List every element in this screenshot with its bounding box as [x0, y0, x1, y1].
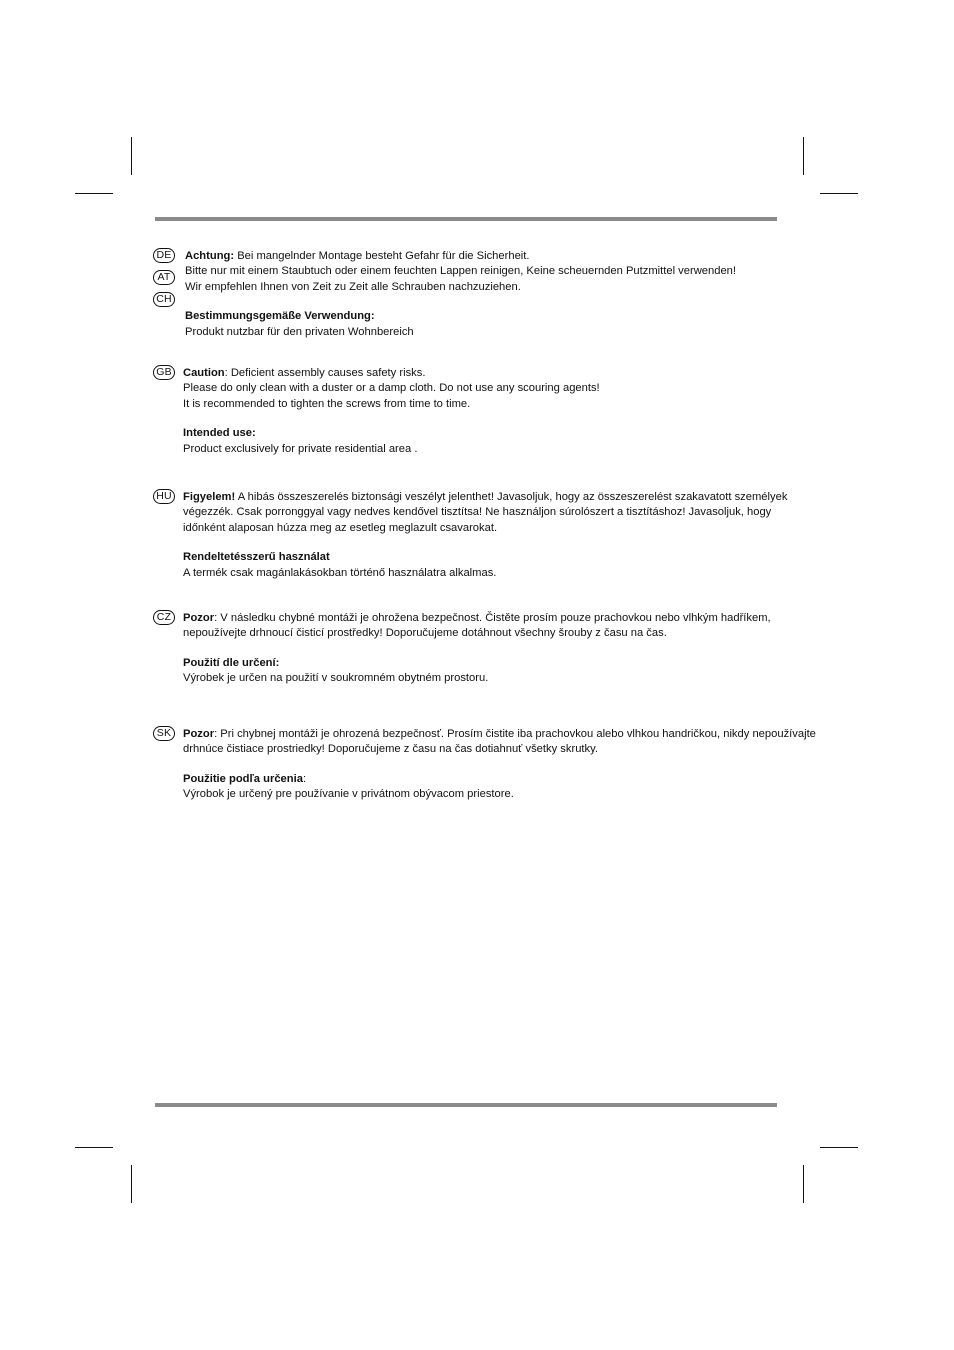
use-title: Intended use: [183, 427, 256, 440]
use-title-line: Použitie podľa určenia: [183, 772, 307, 785]
warning-label: Figyelem! [183, 491, 236, 503]
warning-line: időnként alaposan húzza meg az esetleg meglazult csavarokat. [183, 521, 498, 534]
use-title: Použití dle určení: [183, 656, 280, 669]
crop-mark [131, 137, 132, 175]
use-text: Výrobek je určen na použití v soukromném obytném prostoru. [183, 672, 489, 685]
use-title: Použitie podľa určenia [183, 772, 303, 785]
top-rule [155, 217, 777, 221]
warning-label: Achtung: [185, 250, 235, 262]
language-badge-gb: GB [153, 365, 175, 380]
warning-line: Please do only clean with a duster or a damp cloth. Do not use any scouring agents! [183, 382, 600, 395]
warning-line: Pozor: Pri chybnej montáži je ohrozená bezpečnosť. Prosím čistite iba prachovkou alebo vlhkou handričkou, nikdy nepoužívajte [183, 728, 816, 740]
use-text: A termék csak magánlakásokban történő használatra alkalmas. [183, 566, 497, 579]
language-badge-de: DE [153, 248, 175, 263]
warning-line: Achtung: Bei mangelnder Montage besteht Gefahr für die Sicherheit. [185, 250, 530, 262]
section-text [183, 490, 793, 581]
crop-mark [75, 1147, 113, 1148]
language-badge-cz: CZ [153, 610, 175, 625]
warning-line: Figyelem! A hibás összeszerelés biztonsági veszélyt jelenthet! Javasoljuk, hogy az összeszerelést szakavatott személyek [183, 491, 788, 503]
language-badges [153, 610, 179, 632]
language-badge-sk: SK [153, 726, 175, 741]
language-badges [153, 726, 179, 748]
use-text: Produkt nutzbar für den privaten Wohnbereich [185, 325, 414, 338]
warning-line: Caution: Deficient assembly causes safety risks. [183, 367, 426, 379]
section-text [183, 727, 816, 803]
crop-mark [803, 137, 804, 175]
crop-mark [820, 193, 858, 194]
language-badges [153, 248, 179, 314]
use-title: Rendeltetésszerű használat [183, 551, 330, 564]
crop-mark [803, 1165, 804, 1203]
language-badges [153, 489, 179, 511]
warning-line: It is recommended to tighten the screws from time to time. [183, 397, 471, 410]
use-text: Product exclusively for private residential area . [183, 442, 418, 455]
crop-mark [75, 193, 113, 194]
section-text [183, 366, 793, 457]
warning-line: drhnúce čistiace prostriedky! Doporučujeme z času na čas dotiahnuť všetky skrutky. [183, 743, 599, 756]
section-text [183, 611, 793, 687]
crop-mark [820, 1147, 858, 1148]
use-text: Výrobok je určený pre používanie v privátnom obývacom priestore. [183, 788, 514, 801]
warning-line: Pozor: V následku chybné montáži je ohrožena bezpečnost. Čistěte prosím pouze prachovkou nebo vlhkým hadříkem, [183, 612, 771, 624]
warning-label: Pozor [183, 612, 215, 624]
bottom-rule [155, 1103, 777, 1107]
warning-line: nepoužívejte drhnoucí čisticí prostředky! Doporučujeme dotáhnout všechny šrouby z času na čas. [183, 627, 667, 640]
warning-line: Bitte nur mit einem Staubtuch oder einem feuchten Lappen reinigen, Keine scheuernden Putzmittel verwenden! [185, 265, 737, 278]
language-badge-hu: HU [153, 489, 175, 504]
section-text [185, 249, 793, 340]
crop-mark [131, 1165, 132, 1203]
warning-line: Wir empfehlen Ihnen von Zeit zu Zeit alle Schrauben nachzuziehen. [185, 280, 521, 293]
use-title: Bestimmungsgemäße Verwendung: [185, 310, 375, 323]
language-badges [153, 365, 179, 387]
language-badge-ch: CH [153, 292, 175, 307]
warning-label: Caution [183, 367, 225, 379]
warning-line: végezzék. Csak porronggyal vagy nedves kendővel tisztítsa! Ne használjon súrolószert a tisztításhoz! Javasoljuk, hogy [183, 506, 772, 519]
language-badge-at: AT [153, 270, 175, 285]
warning-label: Pozor [183, 728, 215, 740]
